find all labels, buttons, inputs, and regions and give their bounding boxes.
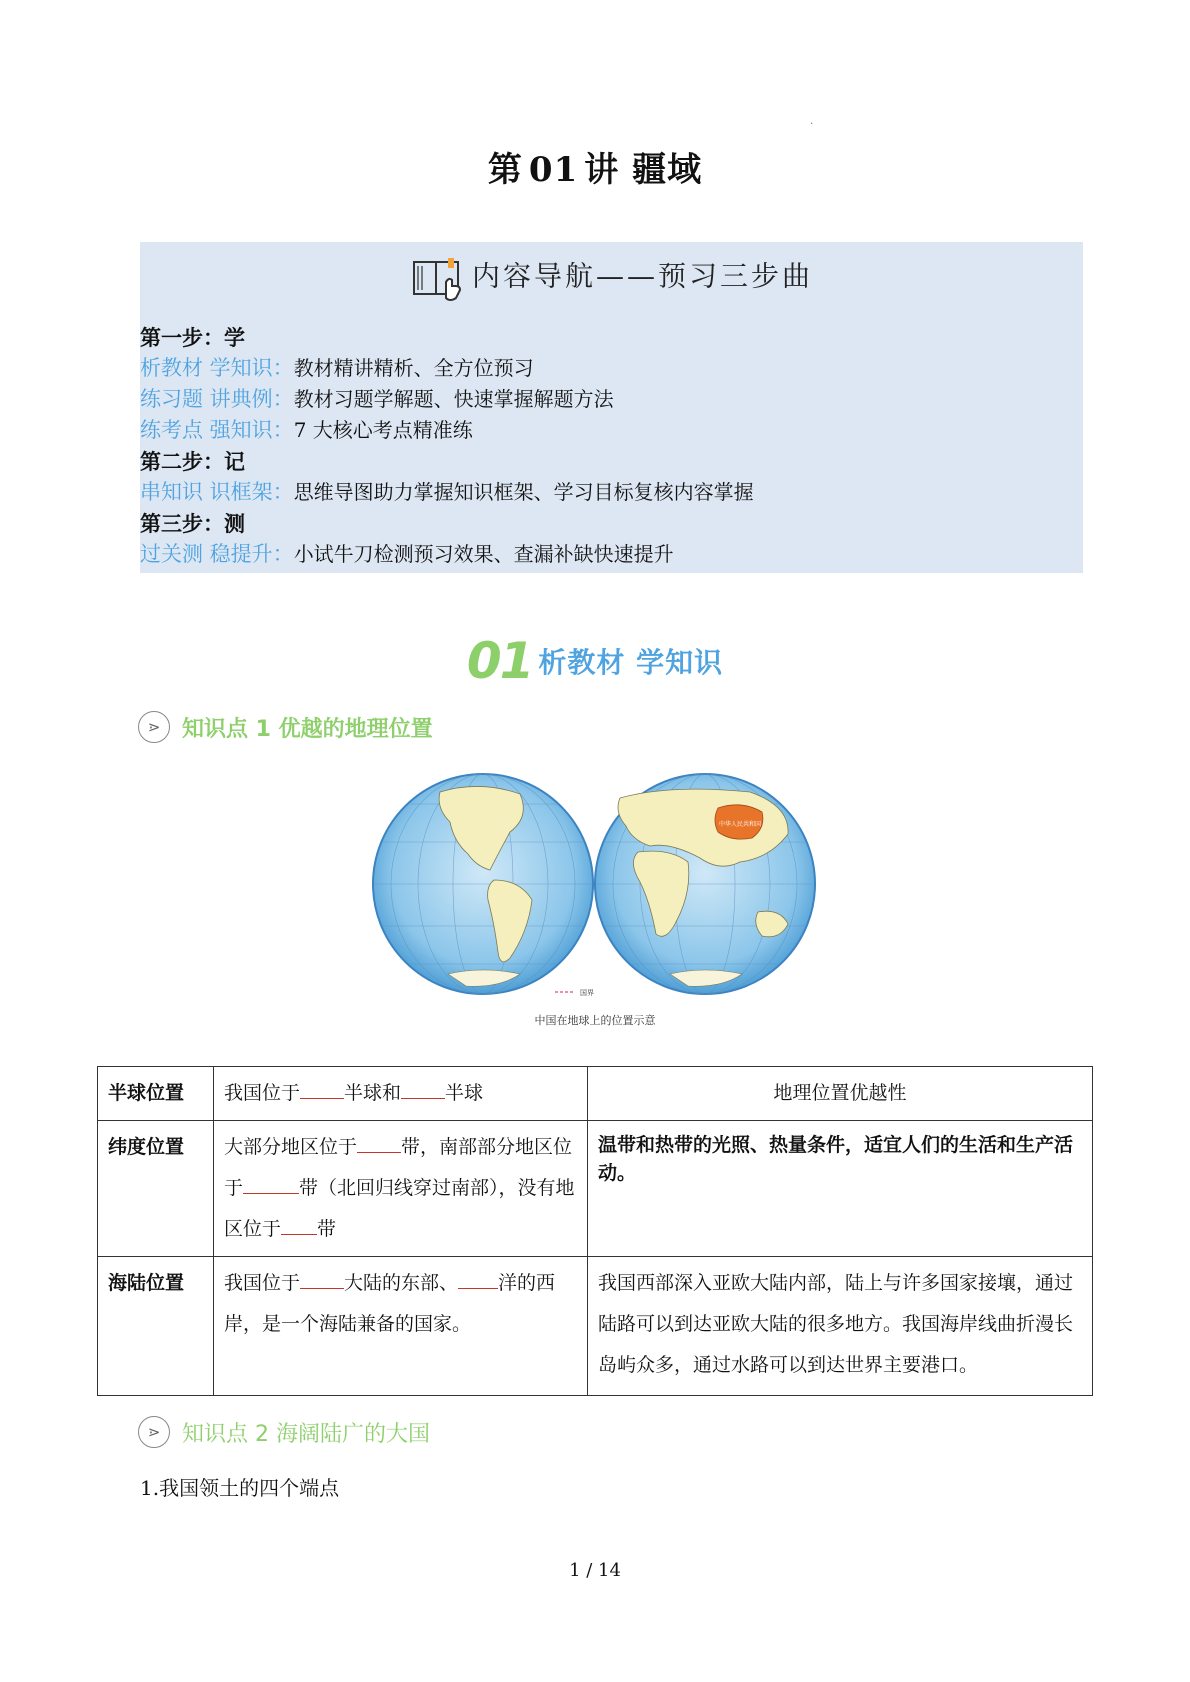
step-label: 第一步：学 [140,325,245,350]
step-label: 第三步：测 [140,511,245,536]
nav-item-text: 教材习题学解题、快速掌握解题方法 [293,387,614,411]
nav-item [140,415,754,446]
cell-text: 我国位于 [224,1272,301,1294]
knowledge-point-1-title: 知识点 1 优越的地理位置 [182,716,433,742]
fill-blank[interactable] [401,1098,445,1099]
section-number: 01 [466,632,533,690]
table-row [98,1121,1093,1257]
content-navigation-box [140,242,1083,573]
nav-item-text: 教材精讲精析、全方位预习 [293,356,534,380]
map-caption: 中国在地球上的位置示意 [534,1014,656,1027]
nav-item-key: 练考点 强知识： [140,418,294,442]
table-row [98,1067,1093,1121]
row-header: 海陆位置 [98,1257,214,1396]
nav-item [140,539,754,570]
fill-blank[interactable] [357,1152,401,1153]
table-cell: 我国西部深入亚欧大陆内部，陆上与许多国家接壤，通过陆路可以到达亚欧大陆的很多地方。我国海岸线曲折漫长岛屿众多，通过水路可以到达世界主要港口。 [588,1257,1093,1396]
nav-heading [140,254,1083,302]
fill-blank[interactable] [243,1193,299,1194]
geography-position-table [97,1066,1093,1396]
title-suffix: 讲 疆域 [584,150,703,190]
nav-heading-text: 内容导航——预习三步曲 [471,259,813,293]
nav-item-text: 思维导图助力掌握知识框架、学习目标复核内容掌握 [293,480,754,504]
cell-text: 带，南部部分地区位于 [224,1136,573,1199]
section-heading [0,632,1190,690]
header-dot: . [810,116,814,127]
fill-blank[interactable] [458,1288,498,1289]
knowledge-point-2-title: 知识点 2 海阔陆广的大国 [182,1421,430,1447]
cell-text: 带 [317,1218,337,1240]
nav-step-2 [140,446,754,477]
western-hemisphere [373,774,593,994]
play-circle-icon: ⋗ [138,711,170,743]
nav-item [140,477,754,508]
china-label: 中华人民共和国 [718,821,762,828]
table-cell [214,1121,588,1257]
table-row [98,1257,1093,1396]
nav-item-text: 小试牛刀检测预习效果、查漏补缺快速提升 [293,542,674,566]
nav-step-3 [140,508,754,539]
row-header: 半球位置 [98,1067,214,1121]
cell-text: 带（北回归线穿过南部），没有地区位于 [224,1177,575,1240]
cell-text: 半球和 [344,1082,402,1104]
table-cell [214,1067,588,1121]
page-number: 1 / 14 [569,1560,621,1581]
cell-text: 大部分地区位于 [224,1136,358,1158]
title-number: 01 [528,150,579,190]
table-cell [214,1257,588,1396]
nav-step-1 [140,322,754,353]
title-prefix: 第 [487,150,523,190]
nav-item-key: 练习题 讲典例： [140,387,294,411]
knowledge-point-1-heading [138,711,433,743]
fill-blank[interactable] [300,1098,344,1099]
eastern-hemisphere [595,774,815,994]
column-header: 地理位置优越性 [588,1067,1093,1121]
nav-item [140,384,754,415]
nav-item-key: 过关测 稳提升： [140,542,294,566]
legend-border-text: 国界 [580,989,594,997]
subheading-four-extremes: 1.我国领土的四个端点 [140,1476,340,1500]
world-hemispheres-map [370,762,820,1007]
row-header: 纬度位置 [98,1121,214,1257]
fill-blank[interactable] [281,1234,317,1235]
nav-item [140,353,754,384]
knowledge-point-2-heading [138,1416,430,1448]
nav-item-key: 析教材 学知识： [140,356,294,380]
cell-text: 洋的西岸，是一个海陆兼备的国家。 [224,1272,556,1335]
section-title: 析教材 学知识 [538,646,724,679]
cell-text: 半球 [445,1082,484,1104]
book-pointer-icon [410,254,466,302]
nav-item-key: 串知识 识框架： [140,480,294,504]
play-circle-icon: ⋗ [138,1416,170,1448]
cell-text: 我国位于 [224,1082,301,1104]
fill-blank[interactable] [300,1288,344,1289]
nav-lines [140,322,754,570]
nav-item-text: 7 大核心考点精准练 [293,418,473,442]
cell-text: 大陆的东部、 [344,1272,459,1294]
page-title [0,142,1190,191]
step-label: 第二步：记 [140,449,245,474]
table-cell: 温带和热带的光照、热量条件，适宜人们的生活和生产活动。 [588,1121,1093,1257]
